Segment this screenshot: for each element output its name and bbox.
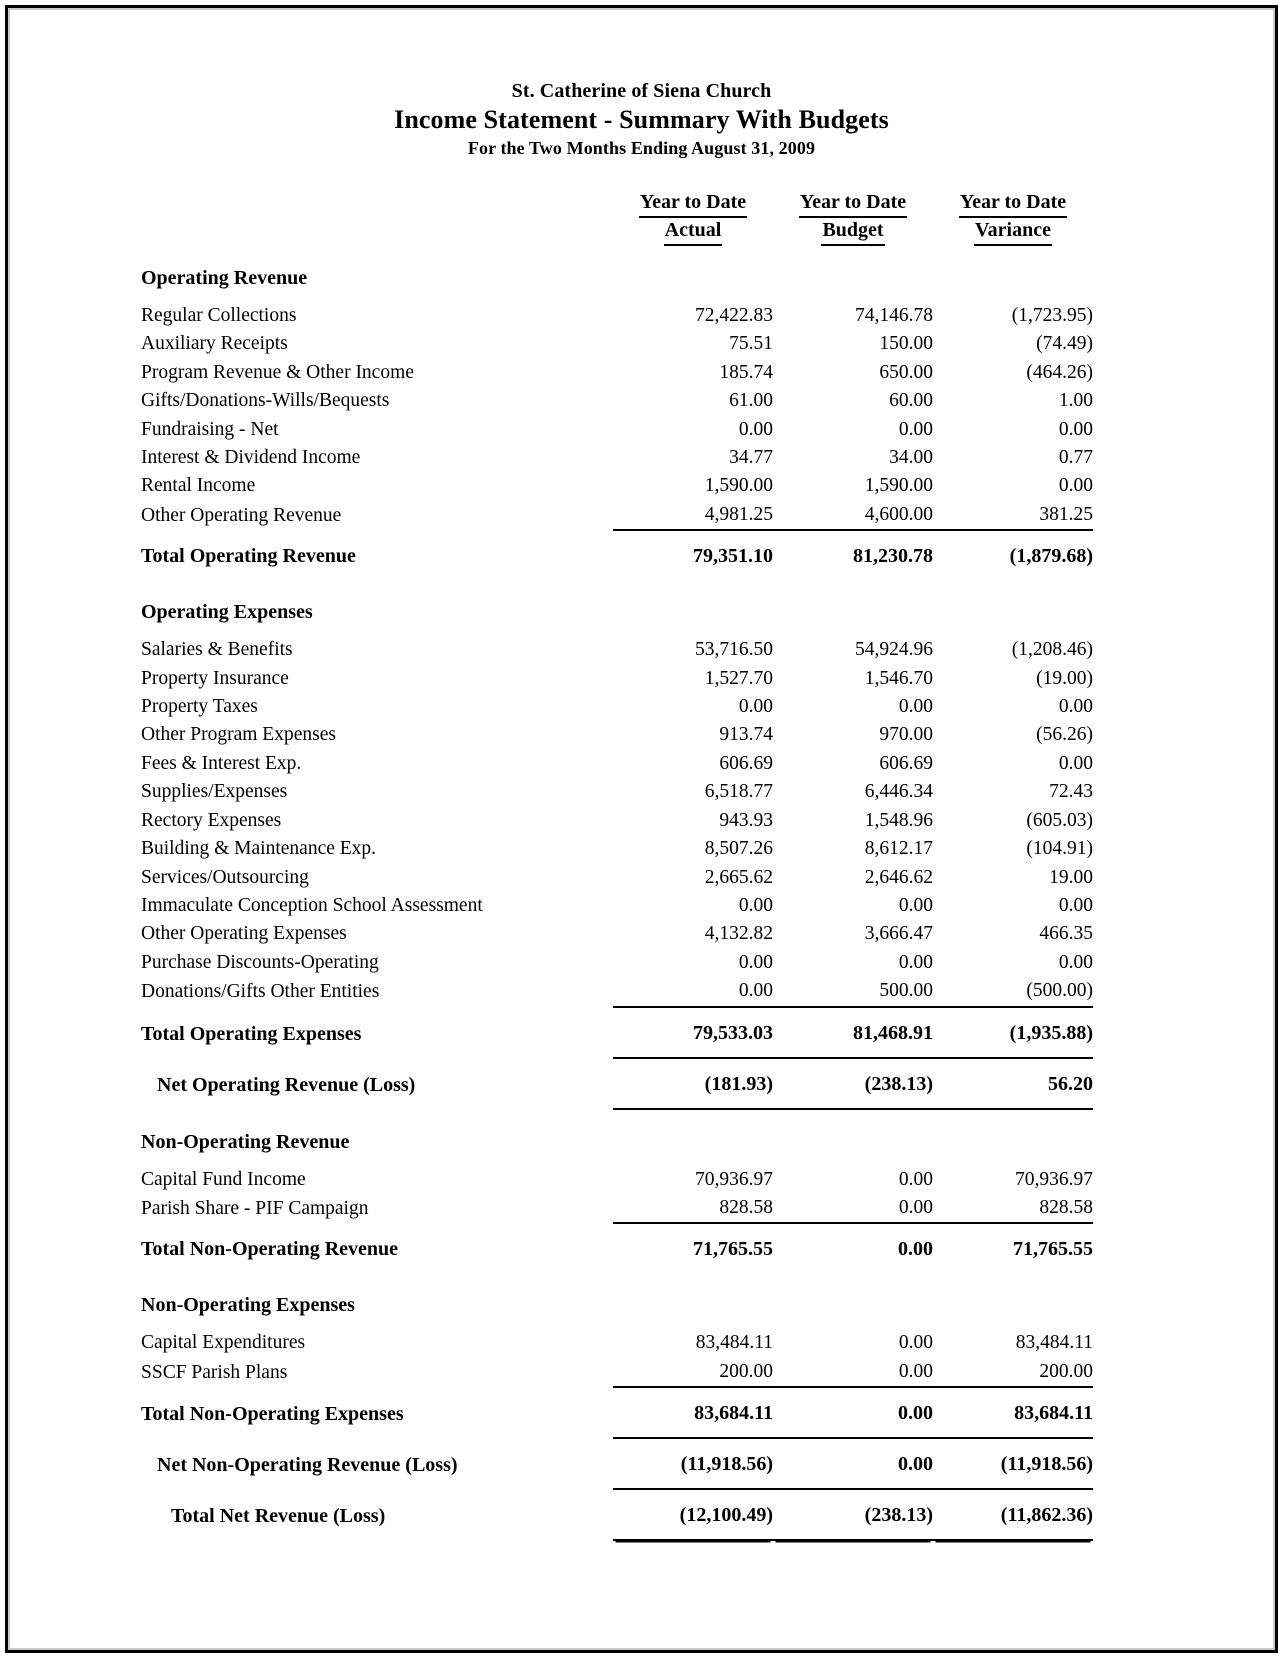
- grand-total-row: [141, 1489, 1093, 1540]
- row-label: Rental Income: [141, 475, 256, 497]
- row-actual: 913.74: [719, 724, 773, 746]
- row-variance: 1.00: [1058, 390, 1093, 412]
- row-actual: (12,100.49): [613, 1489, 773, 1540]
- row-variance: 19.00: [1049, 866, 1093, 888]
- table-row: [141, 359, 1093, 387]
- row-label: SSCF Parish Plans: [141, 1361, 288, 1383]
- table-row: [141, 778, 1093, 806]
- table-row: [141, 416, 1093, 444]
- row-budget: 650.00: [879, 361, 933, 383]
- row-actual: 185.74: [719, 361, 773, 383]
- row-actual: 943.93: [719, 809, 773, 831]
- row-variance: (464.26): [1026, 361, 1093, 383]
- row-actual: 6,518.77: [704, 781, 773, 803]
- row-budget: 3,666.47: [864, 923, 933, 945]
- row-variance: (605.03): [1026, 809, 1093, 831]
- row-label: Program Revenue & Other Income: [141, 361, 414, 383]
- row-budget: 606.69: [879, 752, 933, 774]
- row-label: Supplies/Expenses: [141, 781, 288, 803]
- row-budget: 6,446.34: [864, 781, 933, 803]
- row-label: Total Non-Operating Revenue: [141, 1238, 399, 1261]
- row-label: Net Non-Operating Revenue (Loss): [157, 1454, 458, 1477]
- row-label: Salaries & Benefits: [141, 639, 293, 661]
- row-variance: 0.77: [1058, 447, 1093, 469]
- table-row: [141, 807, 1093, 835]
- column-header-ytd-variance-line2: Variance: [974, 218, 1052, 246]
- table-row: [141, 387, 1093, 415]
- page-title: Income Statement - Summary With Budgets: [394, 105, 889, 134]
- row-variance: (56.26): [1036, 724, 1093, 746]
- row-label: Other Program Expenses: [141, 724, 336, 746]
- row-actual: 0.00: [738, 696, 773, 718]
- row-actual: 61.00: [729, 390, 773, 412]
- row-budget: (238.13): [773, 1058, 933, 1109]
- row-label: Total Operating Expenses: [141, 1022, 362, 1045]
- row-actual: 8,507.26: [704, 838, 773, 860]
- table-row: [141, 920, 1093, 948]
- reporting-period: For the Two Months Ending August 31, 2009: [467, 138, 816, 158]
- table-row: [141, 1358, 1093, 1387]
- row-actual: 75.51: [729, 333, 773, 355]
- row-actual: 79,533.03: [613, 1007, 773, 1058]
- row-budget: 0.00: [773, 1358, 933, 1387]
- section-heading-label: Non-Operating Revenue: [141, 1130, 350, 1153]
- page-frame: [5, 5, 1278, 1653]
- column-header-ytd-variance: [933, 190, 1093, 246]
- table-row: [141, 721, 1093, 749]
- row-label: Property Insurance: [141, 667, 289, 689]
- row-actual: 34.77: [729, 447, 773, 469]
- row-label: Total Operating Revenue: [141, 545, 356, 568]
- row-label: Total Net Revenue (Loss): [171, 1505, 386, 1528]
- table-row: [141, 1194, 1093, 1223]
- row-budget: (238.13): [773, 1489, 933, 1540]
- row-label: Other Operating Revenue: [141, 504, 342, 526]
- row-variance: 0.00: [1058, 951, 1093, 973]
- row-variance: (11,918.56): [933, 1438, 1093, 1489]
- net-row-non-operating: [141, 1438, 1093, 1489]
- row-label: Fees & Interest Exp.: [141, 752, 302, 774]
- row-actual: 1,590.00: [704, 475, 773, 497]
- row-actual: 83,684.11: [613, 1387, 773, 1438]
- table-row: [141, 472, 1093, 500]
- table-row: [141, 949, 1093, 977]
- column-header-label: [141, 190, 613, 246]
- row-variance: (1,935.88): [933, 1007, 1093, 1058]
- total-row-operating-expenses: [141, 1007, 1093, 1058]
- section-heading-label: Operating Expenses: [141, 601, 313, 624]
- table-row: [141, 665, 1093, 693]
- row-label: Purchase Discounts-Operating: [141, 951, 379, 973]
- section-heading-label: Operating Revenue: [141, 267, 308, 289]
- row-actual: 71,765.55: [693, 1238, 773, 1261]
- row-budget: 0.00: [773, 1194, 933, 1223]
- row-budget: 0.00: [773, 1438, 933, 1489]
- row-label: Other Operating Expenses: [141, 923, 347, 945]
- row-label: Donations/Gifts Other Entities: [141, 981, 380, 1003]
- row-variance: (1,208.46): [1011, 639, 1093, 661]
- row-variance: (500.00): [933, 977, 1093, 1006]
- row-budget: 0.00: [898, 1238, 933, 1261]
- row-label: Capital Expenditures: [141, 1332, 306, 1354]
- row-label: Gifts/Donations-Wills/Bequests: [141, 390, 390, 412]
- column-header-ytd-variance-line1: Year to Date: [959, 190, 1067, 218]
- row-variance: 0.00: [1058, 418, 1093, 440]
- table-row: [141, 835, 1093, 863]
- row-variance: 83,684.11: [933, 1387, 1093, 1438]
- row-actual: 606.69: [719, 752, 773, 774]
- row-label: Building & Maintenance Exp.: [141, 838, 377, 860]
- row-label: Capital Fund Income: [141, 1168, 306, 1190]
- row-budget: 1,548.96: [864, 809, 933, 831]
- row-actual: (181.93): [613, 1058, 773, 1109]
- row-budget: 34.00: [889, 447, 933, 469]
- table-row: [141, 330, 1093, 358]
- total-row-non-operating-expenses: [141, 1387, 1093, 1438]
- row-variance: 72.43: [1049, 781, 1093, 803]
- row-variance: (104.91): [1026, 838, 1093, 860]
- row-variance: (11,862.36): [933, 1489, 1093, 1540]
- row-variance: 0.00: [1058, 894, 1093, 916]
- row-label: Interest & Dividend Income: [141, 447, 361, 469]
- row-label: Services/Outsourcing: [141, 866, 309, 888]
- row-actual: 0.00: [738, 894, 773, 916]
- row-variance: 0.00: [1058, 696, 1093, 718]
- row-variance: 381.25: [933, 501, 1093, 530]
- row-budget: 0.00: [773, 1387, 933, 1438]
- row-variance: 83,484.11: [1015, 1332, 1093, 1354]
- row-actual: 70,936.97: [695, 1168, 773, 1190]
- row-budget: 74,146.78: [855, 305, 933, 326]
- section-heading-operating-expenses: [141, 580, 1093, 636]
- column-header-ytd-actual: [613, 190, 773, 246]
- row-variance: (19.00): [1036, 667, 1093, 689]
- row-budget: 150.00: [879, 333, 933, 355]
- row-actual: 200.00: [613, 1358, 773, 1387]
- table-row: [141, 501, 1093, 530]
- row-label: Auxiliary Receipts: [141, 333, 288, 355]
- row-actual: 53,716.50: [695, 639, 773, 661]
- column-header-ytd-budget-line1: Year to Date: [799, 190, 907, 218]
- table-row: [141, 1329, 1093, 1357]
- net-row-operating: [141, 1058, 1093, 1109]
- section-heading-label: Non-Operating Expenses: [141, 1294, 355, 1317]
- row-budget: 0.00: [898, 1332, 933, 1354]
- document-header: [8, 8, 1275, 160]
- table-header-row: [141, 190, 1093, 246]
- row-label: Regular Collections: [141, 305, 297, 326]
- total-row-non-operating-revenue: [141, 1223, 1093, 1273]
- row-actual: 0.00: [738, 418, 773, 440]
- row-budget: 2,646.62: [864, 866, 933, 888]
- table-row: [141, 1166, 1093, 1194]
- row-budget: 54,924.96: [855, 639, 933, 661]
- row-budget: 0.00: [898, 951, 933, 973]
- row-budget: 8,612.17: [864, 838, 933, 860]
- row-budget: 970.00: [879, 724, 933, 746]
- row-variance: 828.58: [933, 1194, 1093, 1223]
- section-heading-non-operating-expenses: [141, 1273, 1093, 1329]
- row-budget: 60.00: [889, 390, 933, 412]
- row-actual: 1,527.70: [704, 667, 773, 689]
- row-variance: 70,936.97: [1015, 1168, 1093, 1190]
- document-sheet: [8, 8, 1275, 1650]
- row-budget: 500.00: [773, 977, 933, 1006]
- row-budget: 0.00: [898, 696, 933, 718]
- row-actual: 83,484.11: [695, 1332, 773, 1354]
- row-variance: 71,765.55: [1013, 1238, 1093, 1261]
- row-label: Total Non-Operating Expenses: [141, 1403, 404, 1426]
- column-header-ytd-budget-line2: Budget: [821, 218, 884, 246]
- row-variance: 466.35: [1039, 923, 1093, 945]
- row-label: Rectory Expenses: [141, 809, 282, 831]
- row-label: Property Taxes: [141, 696, 258, 718]
- row-variance: (1,879.68): [1009, 545, 1093, 568]
- row-actual: 0.00: [738, 951, 773, 973]
- row-budget: 1,590.00: [864, 475, 933, 497]
- table-row: [141, 864, 1093, 892]
- total-row-operating-revenue: [141, 530, 1093, 580]
- table-row: [141, 444, 1093, 472]
- income-statement-table: [141, 190, 1093, 1541]
- row-actual: 72,422.83: [695, 305, 773, 326]
- row-actual: 4,132.82: [704, 923, 773, 945]
- table-row: [141, 302, 1093, 330]
- row-budget: 0.00: [898, 894, 933, 916]
- row-label: Immaculate Conception School Assessment: [141, 894, 483, 916]
- row-label: Net Operating Revenue (Loss): [157, 1073, 416, 1096]
- row-label: Fundraising - Net: [141, 418, 279, 440]
- row-variance: 0.00: [1058, 752, 1093, 774]
- row-actual: 4,981.25: [613, 501, 773, 530]
- row-budget: 0.00: [898, 418, 933, 440]
- row-variance: 200.00: [933, 1358, 1093, 1387]
- section-heading-non-operating-revenue: [141, 1109, 1093, 1166]
- column-header-ytd-actual-line2: Actual: [664, 218, 723, 246]
- row-variance: (74.49): [1036, 333, 1093, 355]
- row-budget: 81,230.78: [853, 545, 933, 568]
- row-budget: 81,468.91: [773, 1007, 933, 1058]
- table-row: [141, 977, 1093, 1006]
- row-actual: (11,918.56): [613, 1438, 773, 1489]
- row-budget: 1,546.70: [864, 667, 933, 689]
- row-budget: 0.00: [898, 1168, 933, 1190]
- column-header-ytd-actual-line1: Year to Date: [639, 190, 747, 218]
- organization-name: St. Catherine of Siena Church: [511, 80, 772, 102]
- row-actual: 0.00: [613, 977, 773, 1006]
- row-actual: 2,665.62: [704, 866, 773, 888]
- row-actual: 828.58: [613, 1194, 773, 1223]
- table-row: [141, 693, 1093, 721]
- row-variance: 56.20: [933, 1058, 1093, 1109]
- row-budget: 4,600.00: [773, 501, 933, 530]
- column-header-ytd-budget: [773, 190, 933, 246]
- section-heading-operating-revenue: [141, 246, 1093, 302]
- row-label: Parish Share - PIF Campaign: [141, 1197, 369, 1219]
- row-actual: 79,351.10: [693, 545, 773, 568]
- table-row: [141, 892, 1093, 920]
- row-variance: 0.00: [1058, 475, 1093, 497]
- row-variance: (1,723.95): [1011, 305, 1093, 326]
- table-row: [141, 750, 1093, 778]
- table-row: [141, 636, 1093, 664]
